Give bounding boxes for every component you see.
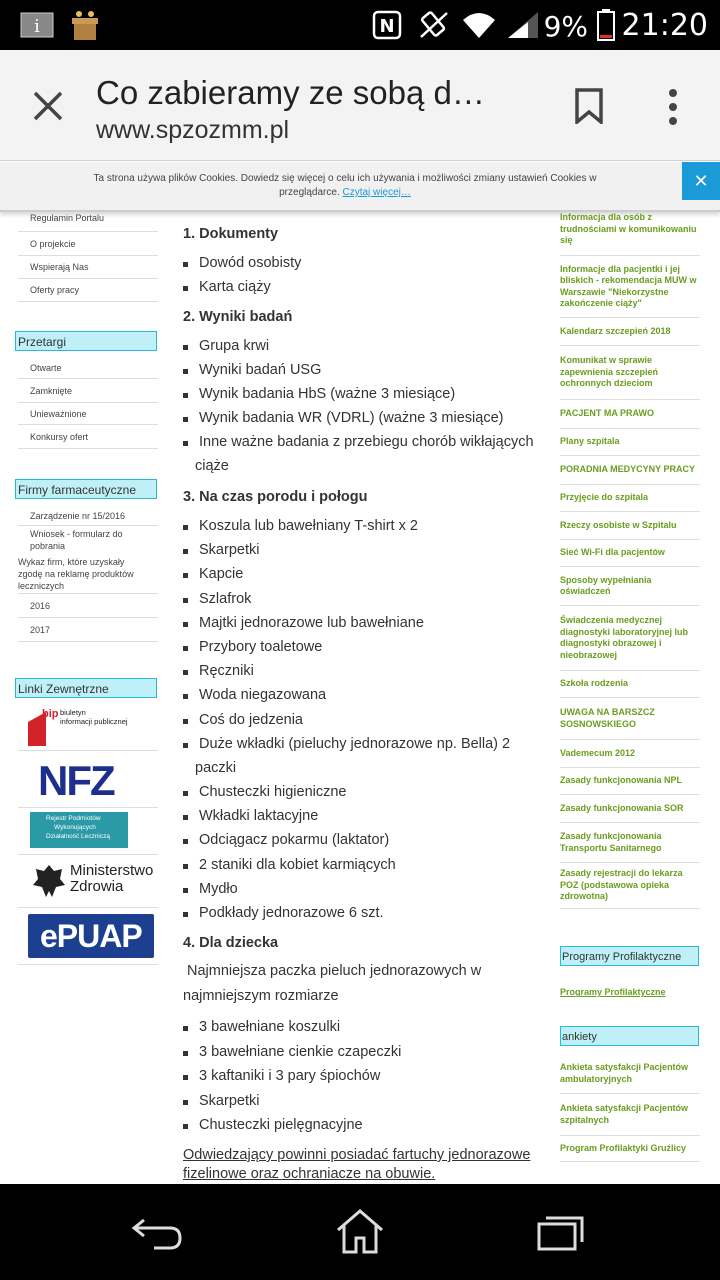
section-heading: 4. Dla dziecka [183,935,279,951]
rotate-icon [418,10,450,40]
sidebar-link[interactable]: O projekcie [18,232,158,256]
sidebar-link[interactable]: Zarządzenie nr 15/2016 [18,506,158,526]
list-item: Chusteczki higieniczne [183,784,545,808]
home-icon[interactable] [334,1208,386,1254]
section-heading: 2. Wyniki badań [183,309,293,325]
sidebar-link[interactable]: Otwarte [18,357,158,379]
list-item: Chusteczki pielęgnacyjne [183,1117,545,1142]
list-item: Coś do jedzenia [183,712,545,736]
url-display[interactable]: www.spzozmm.pl [96,116,290,144]
firmy-header: Firmy farmaceutyczne [15,479,157,499]
sec4-intro-continuation: najmniejszym rozmiarze [183,988,339,1004]
list-item: Ręczniki [183,663,545,687]
status-bar [0,0,720,50]
bip-logo-mark: bip [42,708,59,720]
sidebar-link[interactable]: Świadczenia medycznej diagnostyki laboratoryjnej lub diagnostyki obrazowej i nieobrazowej [560,606,700,671]
list-item: 3 kaftaniki i 3 pary śpiochów [183,1068,545,1093]
przetargi-header: Przetargi [15,331,157,351]
list-item: Duże wkładki (pieluchy jednorazowe np. Bella) 2 [183,736,545,760]
sidebar-link[interactable]: Rzeczy osobiste w Szpitalu [560,512,700,540]
sidebar-link[interactable]: Zamknięte [18,379,158,403]
sidebar-link[interactable]: 2017 [18,618,158,642]
list-item: Przybory toaletowe [183,639,545,663]
list-item: Wyniki badań USG [183,362,321,378]
programy-link[interactable]: Programy Profilaktyczne [560,987,666,998]
back-icon[interactable] [130,1214,186,1250]
list-item: Wynik badania HbS (ważne 3 miesiące) [183,386,455,402]
list-item: 3 bawełniane cienkie czapeczki [183,1044,545,1069]
rejestr-logo: Rejestr Podmiotów Wykonujących Działalność Leczniczą [30,812,128,848]
list-item-continuation: ciąże [195,458,229,474]
section-heading: 1. Dokumenty [183,226,279,242]
cookie-text: Ta strona używa plików Cookies. Dowiedz się więcej o celu ich używania i możliwości zmiany ustawień Cookies w przeglądarce. Czytaj więcej… [93,173,597,198]
sidebar-link[interactable]: Program Profilaktyki Gruźlicy [560,1136,700,1162]
sidebar-link[interactable]: Zasady funkcjonowania Transportu Sanitarnego [560,823,700,863]
linki-header: Linki Zewnętrzne [15,678,157,698]
list-item: Dowód osobisty [183,255,301,271]
ankiety-header: ankiety [560,1026,699,1046]
list-item-continuation: paczki [195,759,237,776]
sec3-list-a [183,518,545,929]
svg-text:N: N [379,16,395,37]
bookmark-icon[interactable] [574,88,604,124]
browser-toolbar [0,50,720,161]
sidebar-link[interactable]: Kalendarz szczepień 2018 [560,318,700,346]
external-links-list [18,704,158,965]
navigation-bar [0,1184,720,1280]
section-heading: 3. Na czas porodu i połogu [183,489,368,505]
sidebar-link[interactable]: Komunikat w sprawie zapewnienia szczepień ochronnych dzieciom [560,346,700,400]
list-item: Koszula lub bawełniany T-shirt x 2 [183,518,545,542]
sidebar-link[interactable]: Vademecum 2012 [560,740,700,768]
nfc-icon [372,10,402,40]
sidebar-link[interactable]: Zasady funkcjonowania SOR [560,795,700,823]
battery-percent: 9% [543,10,588,43]
bip-logo-text: biuletyn informacji publicznej [60,708,128,726]
sidebar-link[interactable]: Wspierają Nas [18,256,158,279]
list-item: 2 staniki dla kobiet karmiących [183,857,545,881]
list-item: Woda niegazowana [183,687,545,711]
list-item: Majtki jednorazowe lub bawełniane [183,615,545,639]
sidebar-link[interactable]: Regulamin Portalu [18,212,158,232]
list-item: 3 bawełniane koszulki [183,1019,545,1044]
list-item: Inne ważne badania z przebiegu chorób wikłających [183,434,534,450]
sidebar-link[interactable]: Wykaz firm, które uzyskały zgodę na reklamę produktów leczniczych [18,554,158,594]
page-title: Co zabieramy ze sobą d… [96,74,485,111]
sidebar-link[interactable]: Plany szpitala [560,429,700,456]
sidebar-link[interactable]: PORADNIA MEDYCYNY PRACY [560,456,700,485]
ministerstwo-logo-text: Ministerstwo Zdrowia [70,862,154,895]
sidebar-link[interactable]: Ankieta satysfakcji Pacjentów szpitalnych [560,1094,700,1136]
recent-apps-icon[interactable] [536,1214,586,1252]
list-item: Grupa krwi [183,338,269,354]
sidebar-link[interactable]: Oferty pracy [18,279,158,302]
sec4-list [183,1019,545,1142]
list-item: Odciągacz pokarmu (laktator) [183,832,545,856]
sidebar-link[interactable]: Zasady rejestracji do lekarza POZ (podstawowa opieka zdrowotna) [560,863,700,909]
rejestr-logo-link[interactable] [18,808,158,855]
sidebar-link[interactable]: Konkursy ofert [18,425,158,449]
info-notification-icon [20,12,54,38]
list-item: Skarpetki [183,1093,545,1118]
list-item: Kapcie [183,566,545,590]
left-sidebar [18,212,158,302]
more-menu-icon[interactable] [666,88,680,126]
right-sidebar [560,212,700,909]
przetargi-list [18,357,158,449]
page-content [0,212,720,1184]
sec4-intro: Najmniejsza paczka pieluch jednorazowych w [187,963,482,979]
cookie-read-more-link[interactable]: Czytaj więcej… [342,187,411,198]
sidebar-link[interactable]: Sposoby wypełniania oświadczeń [560,567,700,606]
epuap-logo: ePUAP [28,914,154,958]
battery-icon [596,8,616,42]
eagle-emblem-icon [32,863,66,899]
sidebar-link[interactable]: Przyjęcie do szpitala [560,485,700,512]
signal-icon [506,10,540,40]
svg-text:i: i [34,16,40,37]
list-item: Skarpetki [183,542,545,566]
list-item: Karta ciąży [183,279,271,295]
sidebar-link[interactable]: Wniosek - formularz do pobrania [30,529,123,551]
cookie-close-button[interactable]: ✕ [682,162,720,200]
visitor-note: Odwiedzający powinni posiadać fartuchy jednorazowe fizelinowe oraz ochraniacze na obuwie. [183,1147,531,1182]
ankiety-list [560,1054,700,1162]
sidebar-link[interactable]: PACJENT MA PRAWO [560,400,700,429]
epuap-logo-link[interactable] [18,908,158,965]
programy-header: Programy Profilaktyczne [560,946,699,966]
nfz-logo-link[interactable] [18,751,158,808]
close-icon[interactable] [32,90,64,122]
list-item: Mydło [183,881,545,905]
cookie-banner [0,162,720,212]
bip-logo-link[interactable] [18,704,158,751]
ministerstwo-logo-link[interactable] [18,855,158,908]
sidebar-link[interactable]: Ankieta satysfakcji Pacjentów ambulatoryjnych [560,1054,700,1094]
sidebar-link[interactable]: Informacje dla pacjentki i jej bliskich - rekomendacja MUW w Warszawie "Niekorzystne zakończenie ciąży" [560,256,700,318]
gift-notification-icon [70,8,100,42]
clock: 21:20 [621,8,708,43]
list-item: Wkładki laktacyjne [183,808,545,832]
sidebar-link[interactable]: Szkoła rodzenia [560,671,700,698]
wifi-icon [462,10,496,40]
list-item: Szlafrok [183,591,545,615]
list-item: Podkłady jednorazowe 6 szt. [183,905,545,929]
sidebar-link[interactable]: Informacja dla osób z trudnościami w komunikowaniu się [560,212,700,256]
list-item: Wynik badania WR (VDRL) (ważne 3 miesiące) [183,410,503,426]
firmy-list [18,506,158,642]
sidebar-link[interactable]: UWAGA NA BARSZCZ SOSNOWSKIEGO [560,698,700,740]
sidebar-link[interactable]: Unieważnione [18,403,158,425]
nfz-logo: NFZ [38,757,114,804]
sidebar-link[interactable]: Zasady funkcjonowania NPL [560,768,700,795]
sidebar-link[interactable]: 2016 [18,594,158,618]
sidebar-link[interactable]: Sieć Wi-Fi dla pacjentów [560,540,700,567]
